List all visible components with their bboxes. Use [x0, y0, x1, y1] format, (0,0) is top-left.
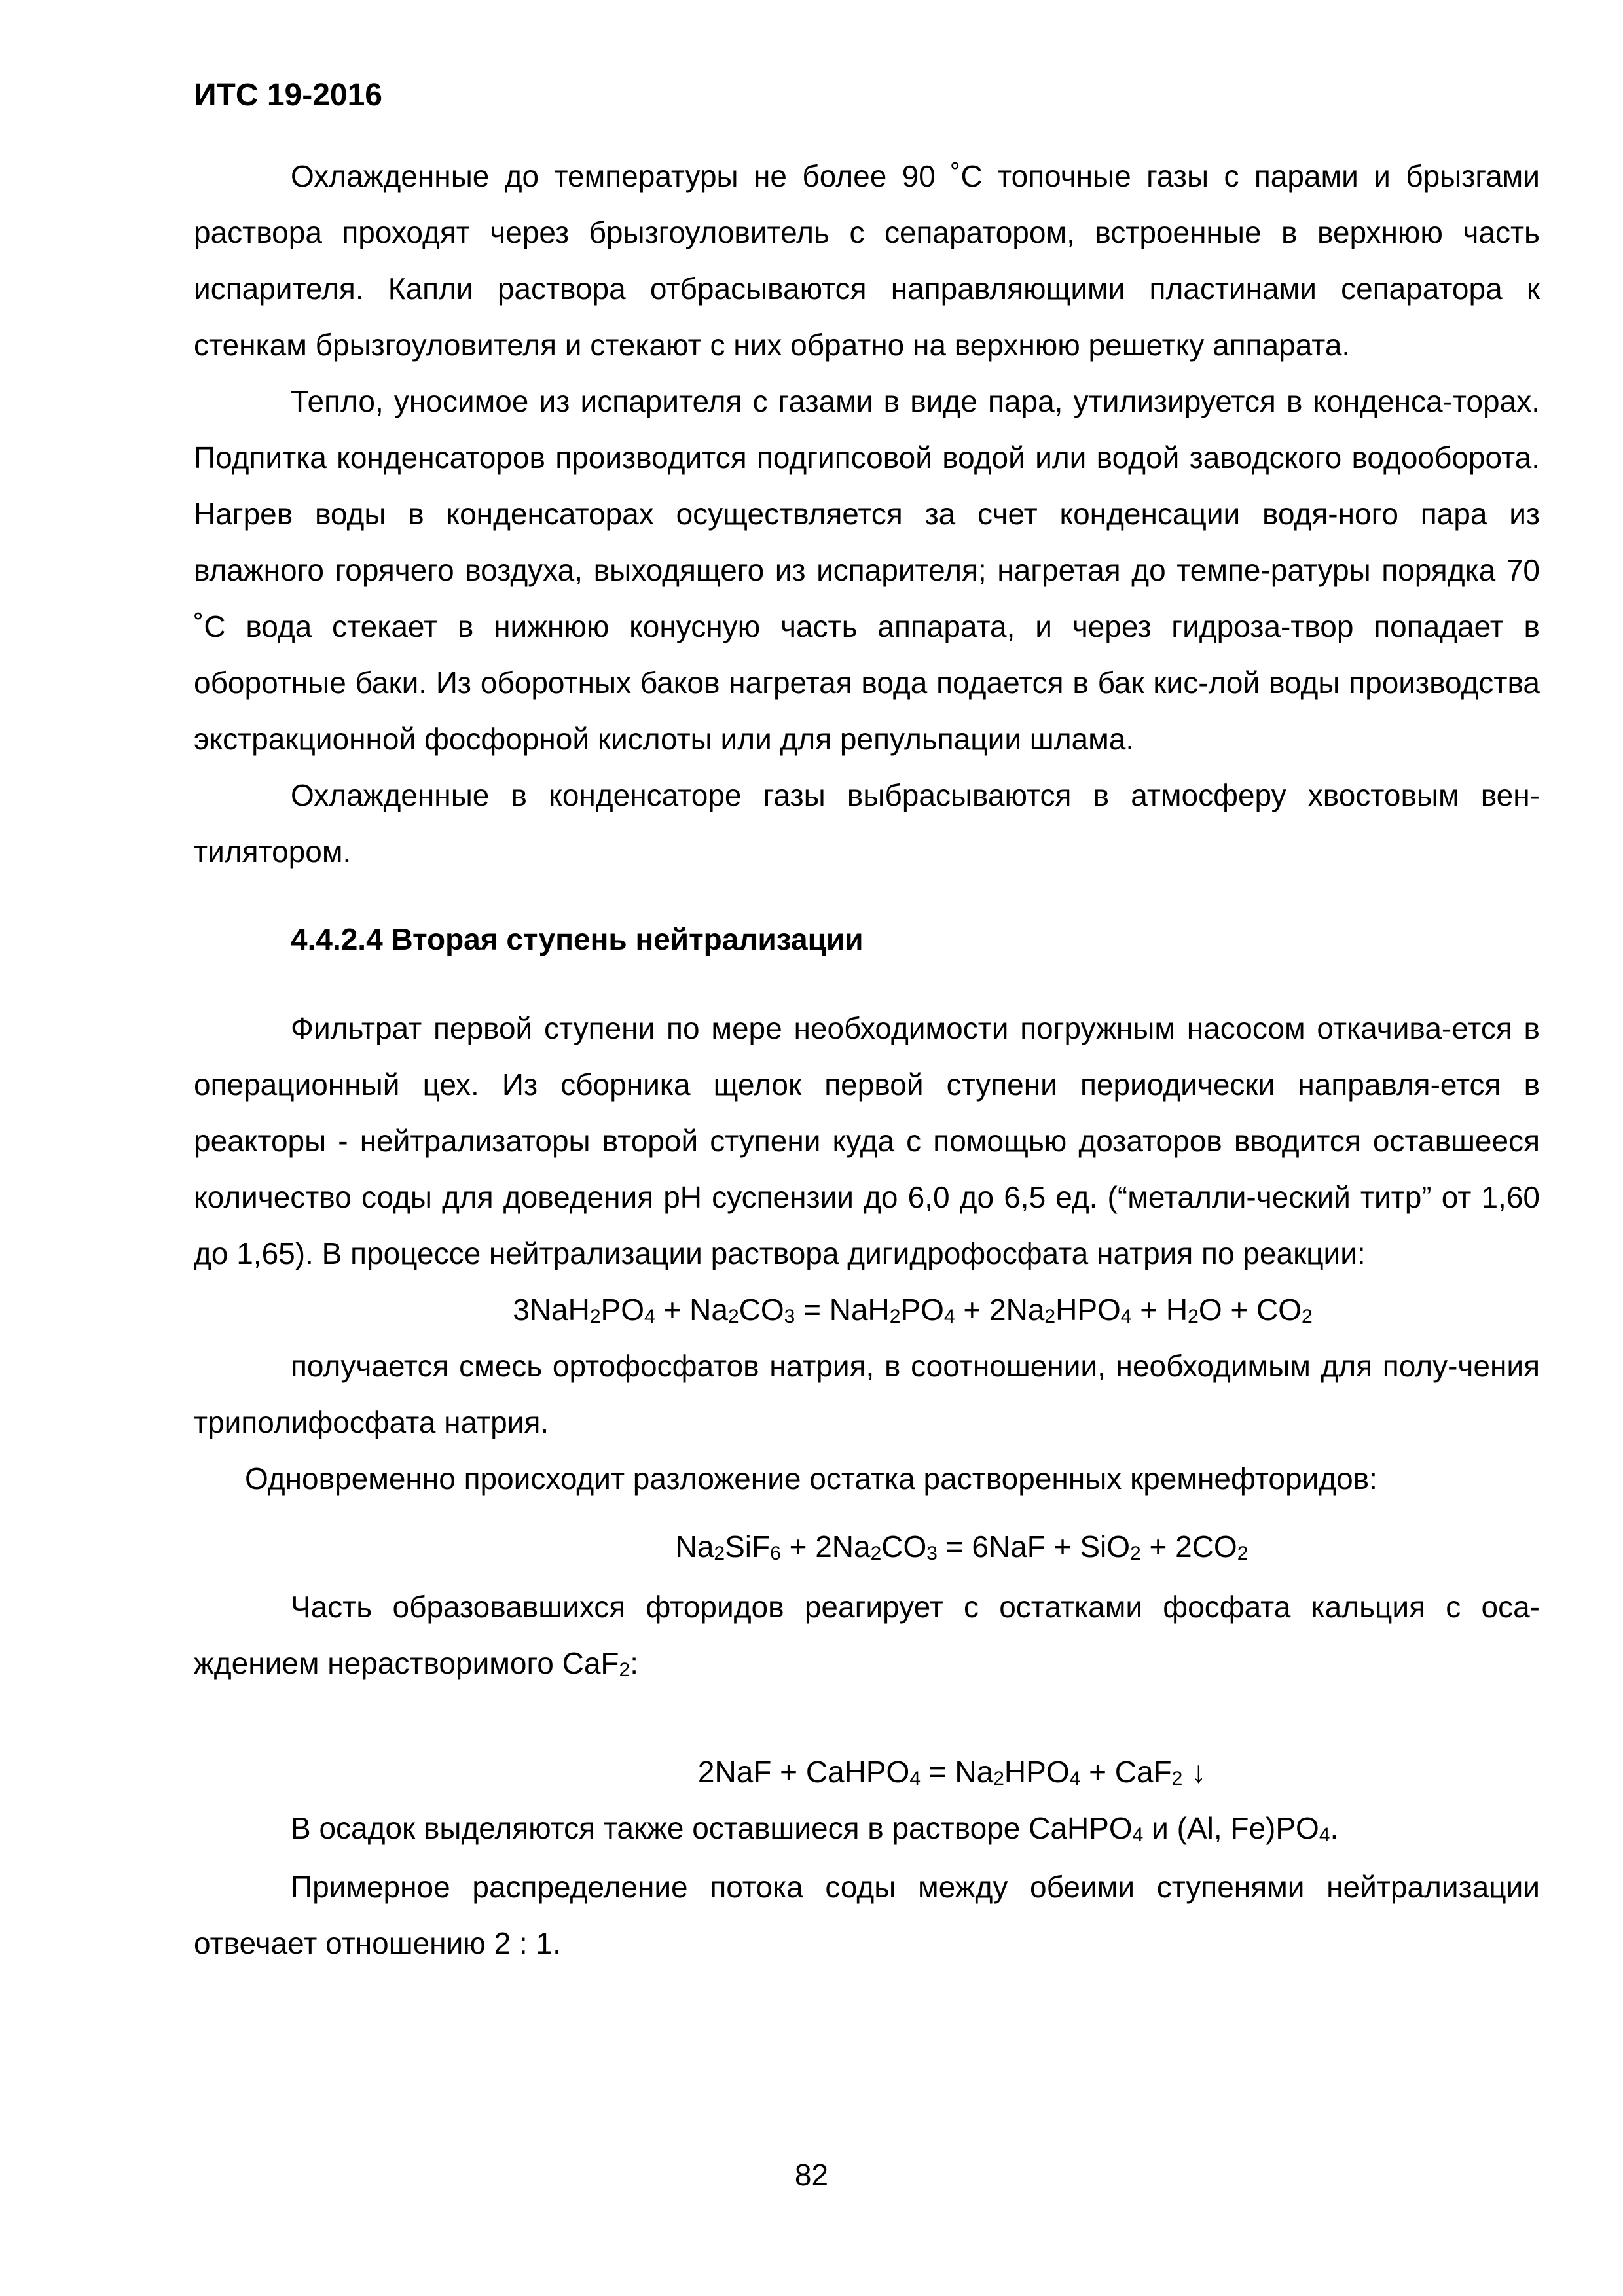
document-code: ИТС 19-2016	[194, 78, 382, 113]
paragraph: Охлажденные до температуры не более 90 ˚С топочные газы с парами и брызгами раствора проходят через брызгоуловитель с сепаратором, встроенные в верхнюю часть испарителя. Капли раствора отбрасываются направляющими пластинами сепаратора к стенкам брызгоуловителя и стекают с них обратно на верхнюю решетку аппарата.	[194, 159, 1540, 362]
paragraph: Одновременно происходит разложение остатка растворенных кремнефторидов:	[245, 1462, 1377, 1496]
paragraph: Фильтрат первой ступени по мере необходимости погружным насосом откачива-ется в операционный цех. Из сборника щелок первой ступени периодически направля-ется в реакторы - нейтрализаторы второй ступени куда с помощью дозаторов вводится оставшееся количество соды для доведения pH суспензии до 6,0 до 6,5 ед. (“металли-ческий титр” от 1,60 до 1,65). В процессе нейтрализации раствора дигидрофосфата натрия по реакции:	[194, 1011, 1540, 1270]
paragraph: Тепло, уносимое из испарителя с газами в виде пара, утилизируется в конденса-торах. Подпитка конденсаторов производится подгипсовой водой или водой заводского водооборота. Нагрев воды в конденсаторах осуществляется за счет конденсации водя-ного пара из влажного горячего воздуха, выходящего из испарителя; нагретая до темпе-ратуры порядка 70 ˚С вода стекает в нижнюю конусную часть аппарата, и через гидроза-твор попадает в оборотные баки. Из оборотных баков нагретая вода подается в бак кис-лой воды производства экстракционной фосфорной кислоты или для репульпации шлама.	[194, 384, 1540, 756]
page-body	[194, 148, 1540, 1971]
section-heading: 4.4.2.4 Вторая ступень нейтрализации	[291, 922, 864, 956]
paragraph: Примерное распределение потока соды между обеими ступенями нейтрализации отвечает отношению 2 : 1.	[194, 1870, 1540, 1960]
paragraph: получается смесь ортофосфатов натрия, в соотношении, необходимым для полу-чения триполифосфата натрия.	[194, 1349, 1540, 1439]
formula-silicofluoride: $Na_2SiF_6 + 2Na_2CO_3 = 6NaF + SiO_2 + 2CO_2$	[675, 1530, 1249, 1564]
formula-neutralization: $3NaH_2PO_4 + Na_2CO_3 = NaH_2PO_4 + 2Na_2HPO_4 + H_2O + CO_2$	[513, 1293, 1313, 1327]
paragraph: В осадок выделяются также оставшиеся в растворе CaHPO$_4$ и (Al, $Fe)PO_4$.	[291, 1811, 1339, 1846]
paragraph: Охлажденные в конденсаторе газы выбрасываются в атмосферу хвостовым вен-тилятором.	[194, 778, 1540, 869]
formula-calcium-fluoride: 2NaF + CaHPO$_4$ = $Na_2HPO_4 + CaF_2$ ↓	[697, 1755, 1207, 1789]
paragraph: Часть образовавшихся фторидов реагирует с остатками фосфата кальция с оса-ждением нерастворимого CaF$_2$:	[194, 1590, 1540, 1681]
page-number: 82	[794, 2158, 829, 2192]
